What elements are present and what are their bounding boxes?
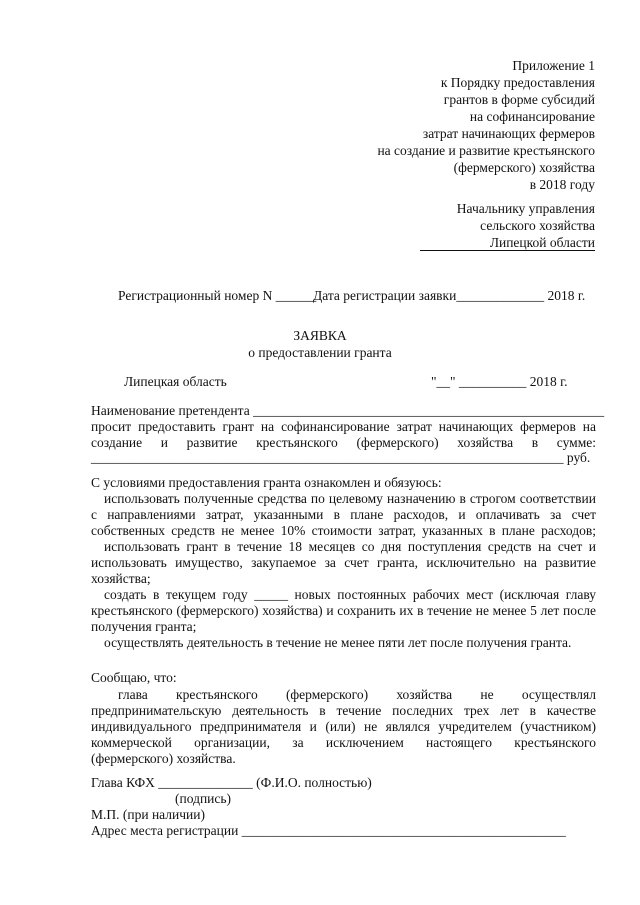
statement-intro: Сообщаю, что:: [91, 670, 177, 685]
conditions-intro: С условиями предоставления гранта ознакомлен и обязуюсь:: [91, 475, 442, 490]
condition-item-3: получения гранта;: [91, 619, 197, 634]
appendix-line: к Порядку предоставления: [440, 75, 595, 90]
head-signature-field: Глава КФХ ______________ (Ф.И.О. полностью): [91, 775, 372, 790]
document-subtitle: о предоставлении гранта: [248, 345, 392, 360]
addressee-signature-line: [420, 250, 595, 251]
document-title: ЗАЯВКА: [293, 328, 347, 343]
statement-line: предпринимательскую деятельность в течение последних трех лет в качестве: [91, 703, 596, 718]
appendix-line: Приложение 1: [512, 58, 595, 73]
addressee-line: Начальнику управления: [456, 201, 595, 216]
statement-line: индивидуального предпринимателя и (или) не являлся учредителем (участником): [91, 719, 596, 734]
condition-item-2: использовать имущество, закупаемое за счет гранта, исключительно на развитие: [91, 555, 596, 570]
statement-line: глава крестьянского (фермерского) хозяйства не осуществлял: [118, 687, 596, 702]
registration-date: Дата регистрации заявки_____________ 2018 г.: [313, 288, 586, 303]
grant-sum-field: ______________________________________________________________________ руб.: [91, 450, 591, 465]
applicant-request-line: просит предоставить грант на софинансирование затрат начинающих фермеров на: [91, 419, 596, 434]
condition-item-4: осуществлять деятельность в течение не менее пяти лет после получения гранта.: [104, 635, 572, 650]
appendix-line: в 2018 году: [529, 177, 595, 192]
appendix-line: (фермерского) хозяйства: [453, 160, 595, 175]
condition-item-3: крестьянского (фермерского) хозяйства) и сохранить их в течение не менее 5 лет после: [91, 603, 596, 618]
signature-caption: (подпись): [175, 791, 232, 806]
statement-line: (фермерского) хозяйства.: [91, 751, 236, 766]
condition-item-1: с направлениями затрат, указанными в плане расходов, и оплачивать за счет: [91, 507, 596, 522]
appendix-line: затрат начинающих фермеров: [422, 126, 595, 141]
addressee-line: Липецкой области: [489, 235, 595, 250]
application-date: "__" __________ 2018 г.: [431, 374, 568, 389]
condition-item-2: использовать грант в течение 18 месяцев со дня поступления средств на счет и: [104, 539, 596, 554]
appendix-line: на софинансирование: [469, 109, 595, 124]
applicant-name-field: Наименование претендента ____________________________________________________: [91, 403, 605, 418]
condition-item-1: использовать полученные средства по целевому назначению в строгом соответствии: [104, 491, 596, 506]
registration-number: Регистрационный номер N ______: [118, 288, 317, 303]
statement-line: коммерческой организации, за исключением настоящего крестьянского: [91, 735, 596, 750]
registration-address-field: Адрес места регистрации ________________________________________________: [91, 823, 566, 838]
stamp-label: М.П. (при наличии): [91, 807, 205, 822]
appendix-line: грантов в форме субсидий: [443, 92, 595, 107]
region-label: Липецкая область: [124, 374, 227, 389]
addressee-line: сельского хозяйства: [480, 218, 595, 233]
applicant-request-line: создание и развитие крестьянского (фермерского) хозяйства в сумме:: [91, 435, 596, 450]
appendix-line: на создание и развитие крестьянского: [377, 143, 595, 158]
condition-item-1: собственных средств не менее 10% стоимости затрат, указанных в плане расходов;: [91, 523, 596, 538]
condition-item-2: хозяйства;: [91, 571, 151, 586]
condition-item-3: создать в текущем году _____ новых постоянных рабочих мест (исключая главу: [104, 587, 596, 602]
